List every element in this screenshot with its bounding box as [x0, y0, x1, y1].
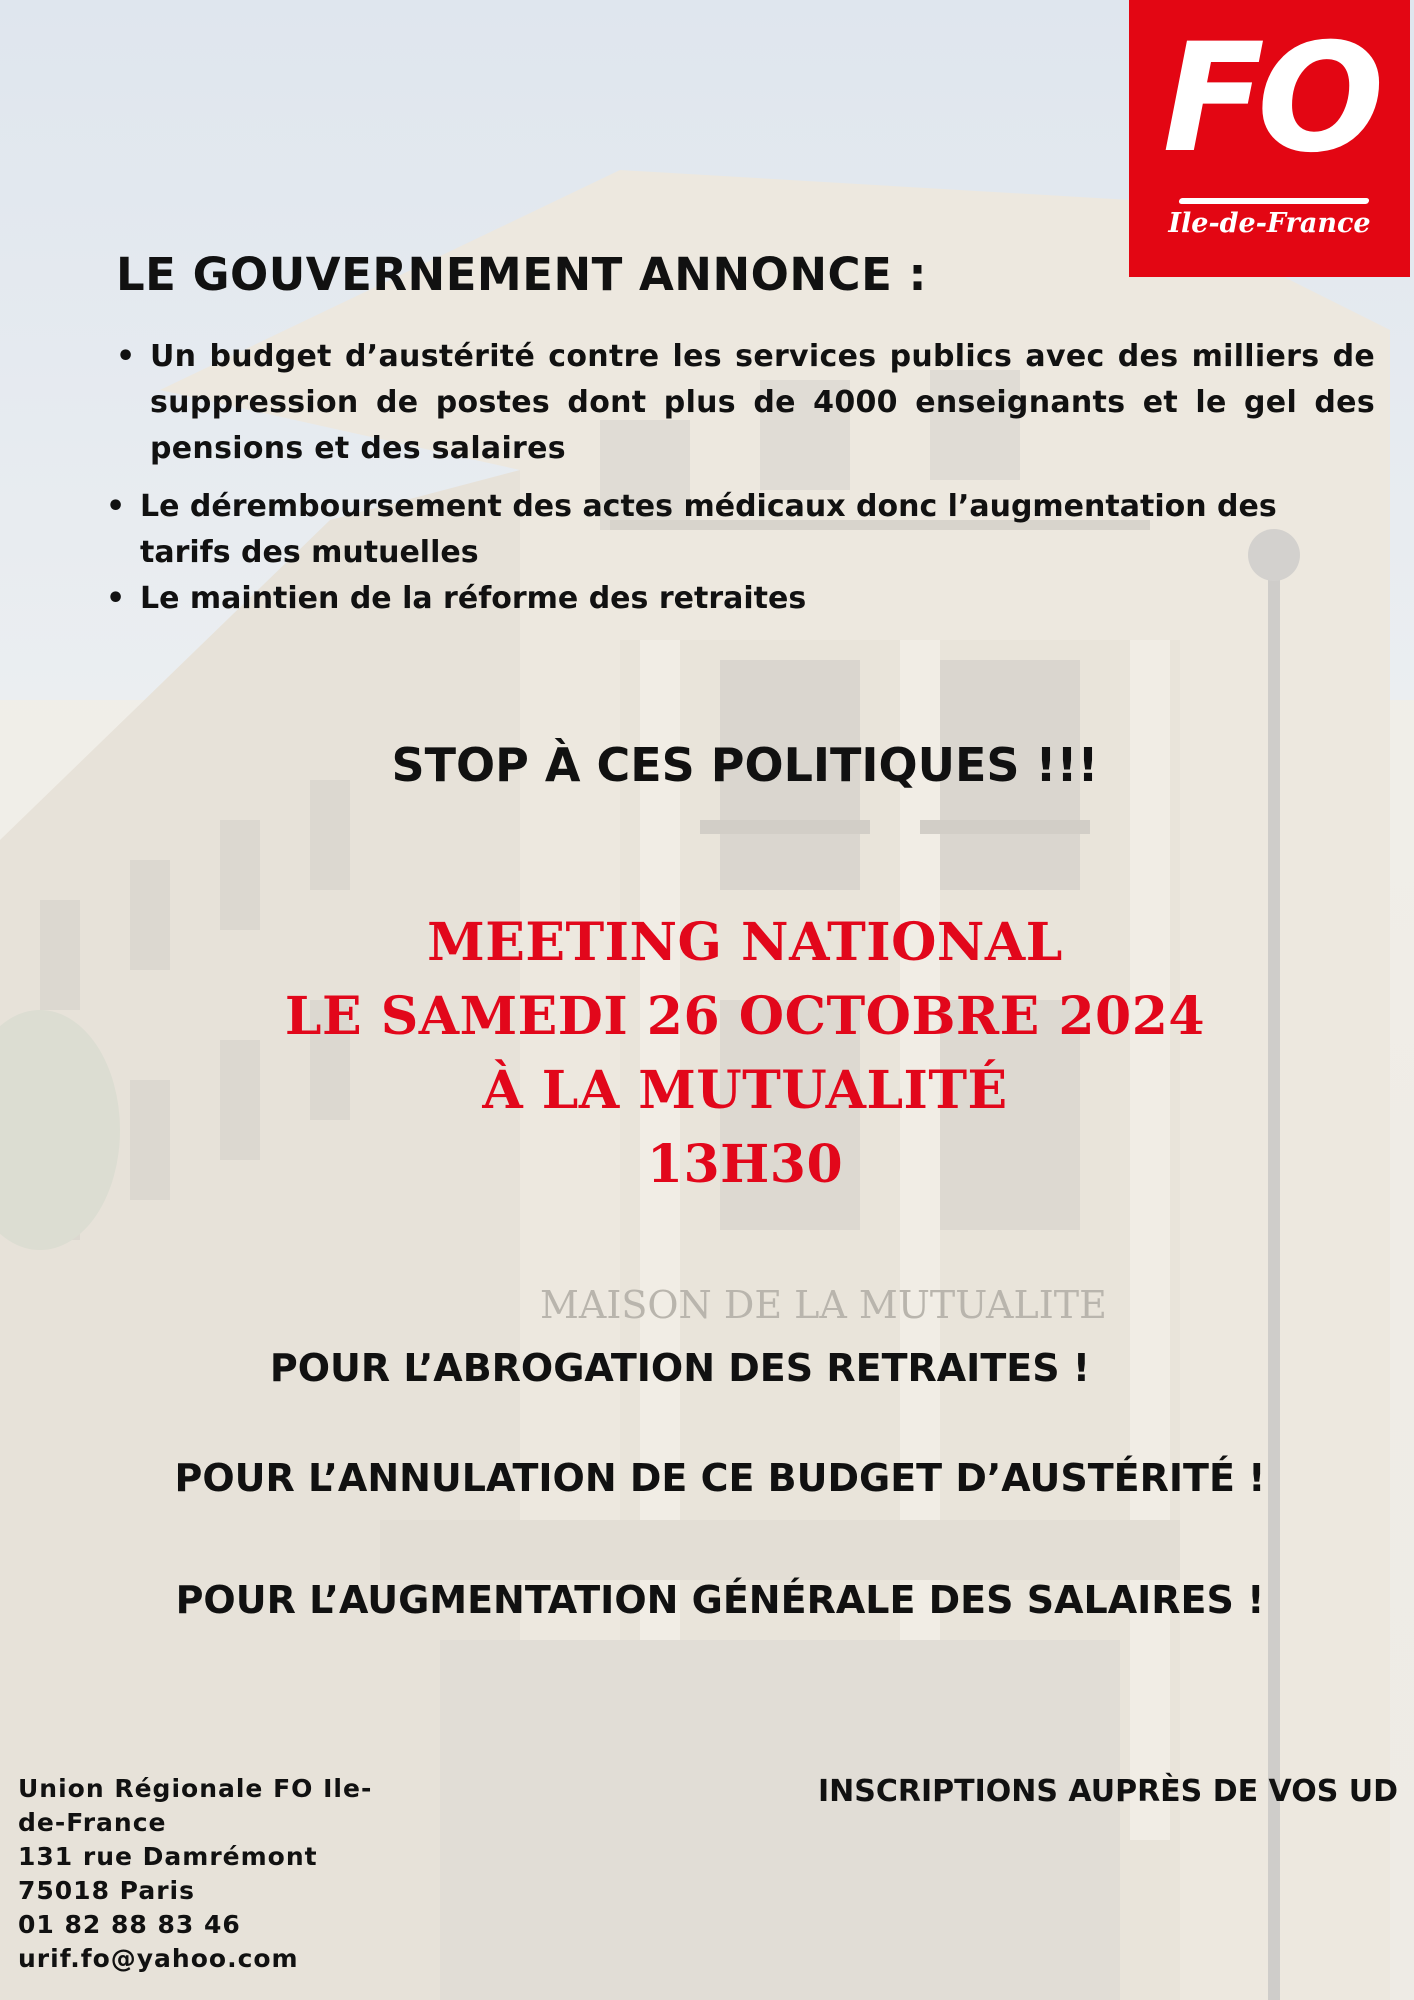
- meeting-venue: À LA MUTUALITÉ: [482, 1060, 1008, 1121]
- logo-underline: [1178, 198, 1369, 204]
- meeting-time: 13H30: [646, 1134, 844, 1195]
- meeting-title: MEETING NATIONAL: [427, 912, 1063, 973]
- demand-budget: POUR L’ANNULATION DE CE BUDGET D’AUSTÉRITÉ !: [174, 1456, 1266, 1500]
- contact-block: [18, 1772, 408, 1976]
- facade-sign-text: MAISON DE LA MUTUALITE: [540, 1283, 1107, 1327]
- contact-org: Union Régionale FO Ile-de-France: [18, 1774, 373, 1837]
- bullet-item: • Le maintien de la réforme des retraites: [140, 576, 1370, 622]
- bullet-item: • Le déremboursement des actes médicaux donc l’augmentation des tarifs des mutuelles: [140, 484, 1370, 576]
- stop-slogan: STOP À CES POLITIQUES !!!: [391, 738, 1099, 792]
- logo-mark: FO: [1162, 12, 1377, 186]
- bullet-item: • Un budget d’austérité contre les services publics avec des milliers de suppression de postes dont plus de 4000 enseignants et le gel des pensions et des salaires: [150, 334, 1375, 472]
- fo-logo: [1129, 0, 1410, 277]
- contact-phone: 01 82 88 83 46: [18, 1910, 241, 1939]
- contact-email: urif.fo@yahoo.com: [18, 1944, 299, 1973]
- demand-retraites: POUR L’ABROGATION DES RETRAITES !: [269, 1346, 1091, 1390]
- contact-city: 75018 Paris: [18, 1876, 195, 1905]
- logo-region: Ile-de-France: [1168, 208, 1371, 239]
- meeting-date: LE SAMEDI 26 OCTOBRE 2024: [284, 986, 1206, 1047]
- demand-salaires: POUR L’AUGMENTATION GÉNÉRALE DES SALAIRES !: [175, 1578, 1265, 1622]
- inscriptions-note: INSCRIPTIONS AUPRÈS DE VOS UD: [818, 1774, 1399, 1809]
- intro-heading: LE GOUVERNEMENT ANNONCE :: [116, 248, 927, 301]
- contact-street: 131 rue Damrémont: [18, 1842, 318, 1871]
